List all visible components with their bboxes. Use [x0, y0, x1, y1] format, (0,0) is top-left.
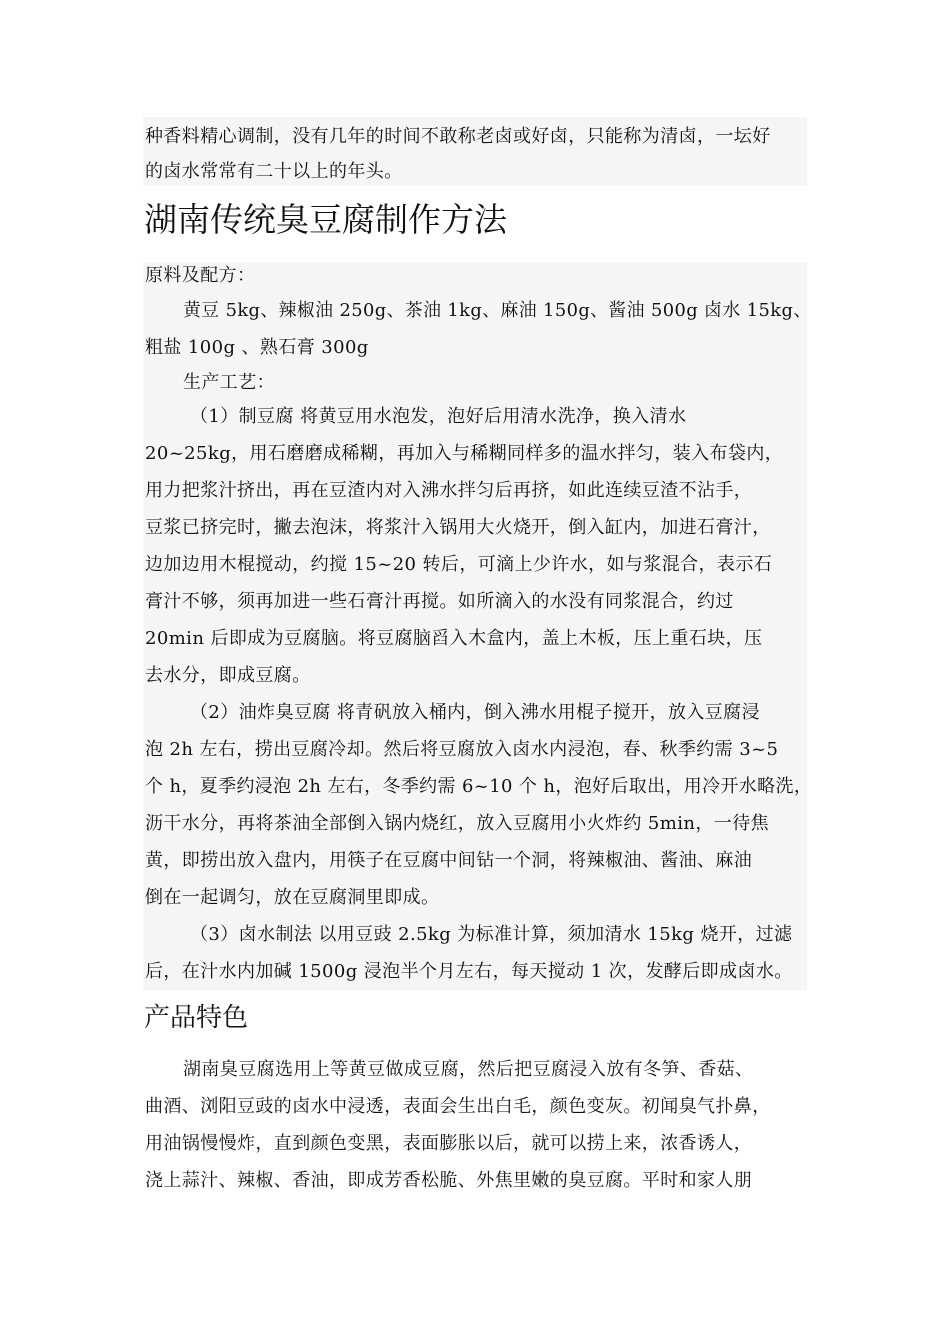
step-1-line: 20min 后即成为豆腐脑。将豆腐脑舀入木盒内，盖上木板，压上重石块，压	[145, 628, 763, 649]
features-line: 湖南臭豆腐选用上等黄豆做成豆腐，然后把豆腐浸入放有冬笋、香菇、	[183, 1059, 754, 1080]
features-line: 曲酒、浏阳豆豉的卤水中浸透，表面会生出白毛，颜色变灰。初闻臭气扑鼻，	[145, 1096, 771, 1117]
ingredients-line: 粗盐 100g 、熟石膏 300g	[145, 337, 369, 358]
step-3-line: 后，在汁水内加碱 1500g 浸泡半个月左右，每天搅动 1 次，发酵后即成卤水。	[145, 961, 793, 982]
step-2-line: 黄，即捞出放入盘内，用筷子在豆腐中间钻一个洞，将辣椒油、酱油、麻油	[145, 850, 753, 871]
step-1-line: 豆浆已挤完时，撇去泡沫，将浆汁入锅用大火烧开，倒入缸内，加进石膏汁，	[145, 517, 771, 538]
features-line: 浇上蒜汁、辣椒、香油，即成芳香松脆、外焦里嫩的臭豆腐。平时和家人朋	[145, 1170, 753, 1191]
intro-line: 种香料精心调制，没有几年的时间不敢称老卤或好卤，只能称为清卤，一坛好	[145, 126, 771, 147]
step-1-line: 用力把浆汁挤出，再在豆渣内对入沸水拌匀后再挤，如此连续豆渣不沾手，	[145, 480, 753, 501]
step-3-line: （3）卤水制法 以用豆豉 2.5kg 为标准计算，须加清水 15kg 烧开，过滤	[190, 924, 793, 945]
page-title: 湖南传统臭豆腐制作方法	[144, 200, 507, 239]
ingredients-line: 黄豆 5kg、辣椒油 250g、茶油 1kg、麻油 150g、酱油 500g 卤水 15kg、	[183, 300, 812, 321]
step-1-line: 去水分，即成豆腐。	[145, 665, 311, 686]
step-1-line: 边加边用木棍搅动，约搅 15~20 转后，可滴上少许水，如与浆混合，表示石	[145, 554, 773, 575]
step-2-line: （2）油炸臭豆腐 将青矾放入桶内，倒入沸水用棍子搅开，放入豆腐浸	[190, 702, 760, 723]
intro-line: 的卤水常常有二十以上的年头。	[145, 161, 403, 182]
ingredients-heading: 原料及配方：	[145, 265, 256, 286]
step-2-line: 沥干水分，再将茶油全部倒入锅内烧红，放入豆腐用小火炸约 5min，一待焦	[145, 813, 769, 834]
process-heading: 生产工艺：	[183, 372, 275, 393]
step-1-line: （1）制豆腐 将黄豆用水泡发，泡好后用清水洗净，换入清水	[190, 406, 687, 427]
step-1-line: 20~25kg，用石磨磨成稀糊，再加入与稀糊同样多的温水拌匀，装入布袋内，	[145, 443, 784, 464]
step-2-line: 泡 2h 左右，捞出豆腐冷却。然后将豆腐放入卤水内浸泡，春、秋季约需 3~5	[145, 739, 779, 760]
step-1-line: 膏汁不够，须再加进一些石膏汁再搅。如所滴入的水没有同浆混合，约过	[145, 591, 734, 612]
features-heading: 产品特色	[144, 1003, 249, 1033]
step-2-line: 个 h，夏季约浸泡 2h 左右，冬季约需 6~10 个 h，泡好后取出，用冷开水略洗，	[145, 776, 813, 797]
step-2-line: 倒在一起调匀，放在豆腐洞里即成。	[145, 887, 440, 908]
features-line: 用油锅慢慢炸，直到颜色变黑，表面膨胀以后，就可以捞上来，浓香诱人，	[145, 1133, 753, 1154]
